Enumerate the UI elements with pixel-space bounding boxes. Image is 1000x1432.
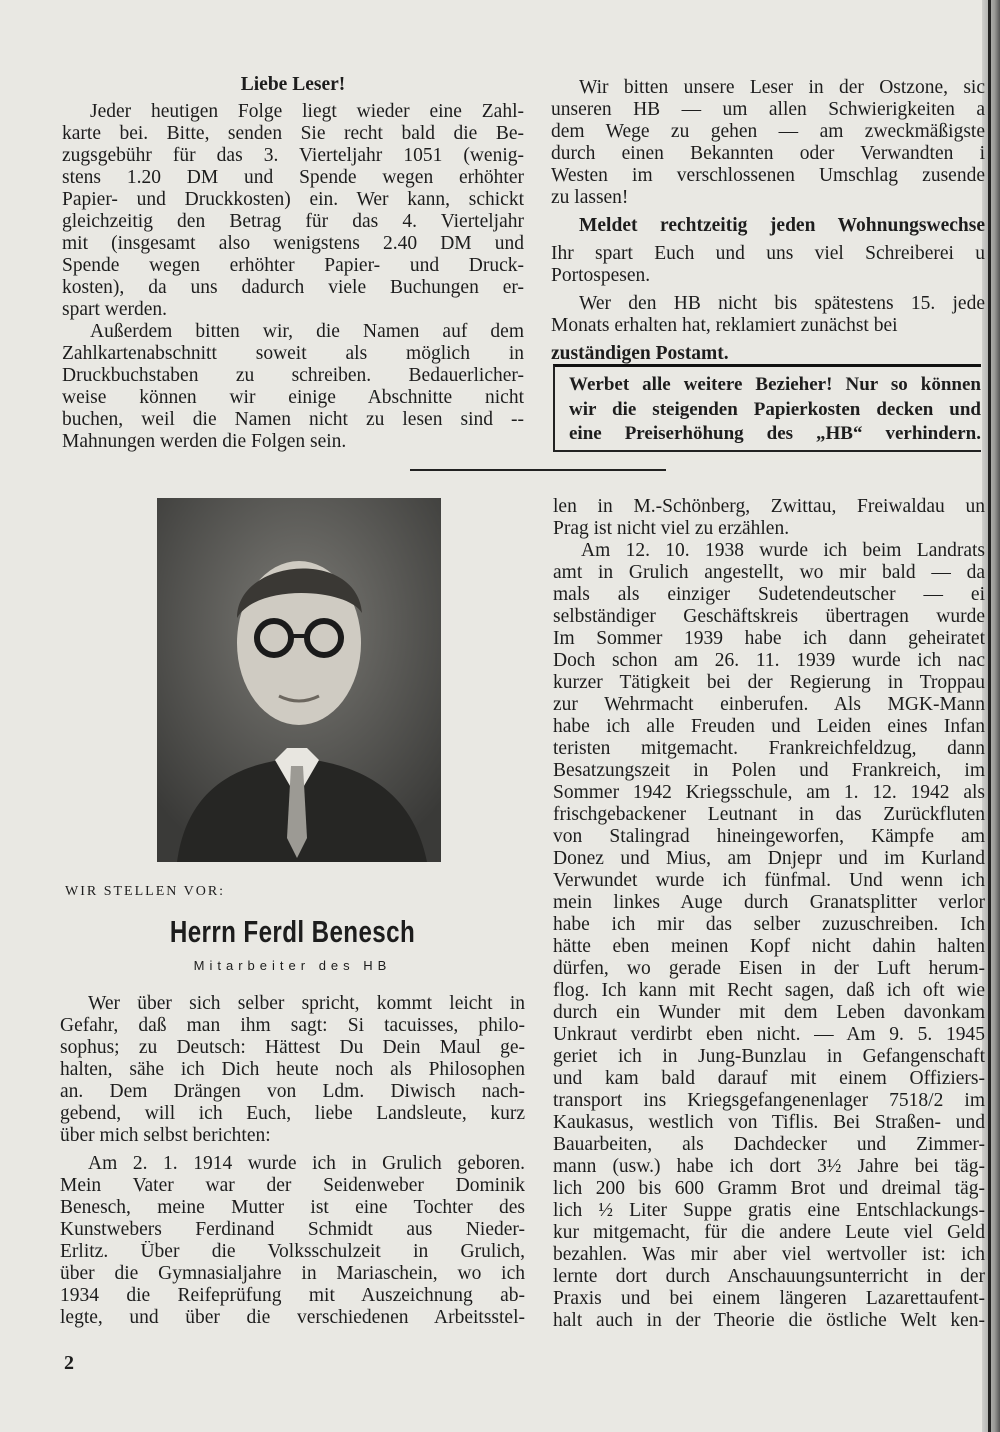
text-line: flog. Ich kann mit Recht sagen, daß ich oft wie (553, 980, 985, 1001)
text-line: mit (insgesamt also wenigstens 2.40 DM und (62, 233, 524, 254)
text-line: Erlitz. Über die Volksschulzeit in Grulich, (60, 1241, 525, 1262)
text-line: mals als einziger Sudetendeutscher — ei (553, 584, 985, 605)
paragraph (551, 215, 985, 237)
text-line: halten, sähe ich Dich heute noch als Philosophen (60, 1059, 525, 1080)
text-line: Westen im verschlossenen Umschlag zusende (551, 165, 985, 186)
text-line: dürfen, wo gerade Eisen in der Luft herum- (553, 958, 985, 979)
text-line: amt in Grulich angestellt, wo mir bald — da (553, 562, 985, 583)
section-kicker: WIR STELLEN VOR: (65, 884, 226, 899)
paragraph (553, 496, 985, 540)
appeal-box (553, 364, 981, 452)
text-line: von Stalingrad hineingeworfen, Kämpfe am (553, 826, 985, 847)
text-line: weise können wir einige Abschnitte nicht (62, 387, 524, 408)
text-line: Ihr spart Euch und uns viel Schreiberei u (551, 243, 985, 264)
portrait-photo (157, 498, 441, 862)
paragraph (62, 101, 524, 321)
text-line: zugsgebühr für das 3. Vierteljahr 1051 (wenig- (62, 145, 524, 166)
paragraph (553, 540, 985, 1332)
profile-name-heading: Herrn Ferdl Benesch (169, 914, 416, 949)
text-line: Besatzungszeit in Polen und Frankreich, im (553, 760, 985, 781)
text-line: legte, und über die verschiedenen Arbeitsstel- (60, 1307, 525, 1328)
text-line: Spende wegen erhöhter Papier- und Druck- (62, 255, 524, 276)
text-line: hätte eben meinen Kopf nicht dahin halten (553, 936, 985, 957)
text-line: Außerdem bitten wir, die Namen auf dem (90, 321, 524, 342)
section-divider (410, 469, 666, 471)
text-line: über mich selbst berichten: (60, 1125, 271, 1146)
text-line: Verwundet wurde ich fünfmal. Und wenn ich (553, 870, 985, 891)
text-line: Druckbuchstaben zu schreiben. Bedauerlicher- (62, 365, 524, 386)
text-line: und kam bald darauf mit einem Offiziers- (553, 1068, 985, 1089)
text-line: Am 2. 1. 1914 wurde ich in Grulich geboren. (88, 1153, 525, 1174)
text-line: Kaukasus, westlich von Tiflis. Bei Straßen- und (553, 1112, 985, 1133)
paragraph (62, 321, 524, 453)
paragraph (551, 293, 985, 337)
text-line: lernte dort durch Anschauungsunterricht in der (553, 1266, 985, 1287)
text-line: mann (usw.) habe ich dort 3½ Jahre bei täg- (553, 1156, 985, 1177)
text-line: stens 1.20 DM und Spende wegen erhöhter (62, 167, 524, 188)
text-line: über die Gymnasialjahre in Mariaschein, wo ich (60, 1263, 525, 1284)
paragraph (60, 1153, 525, 1329)
text-line: Unkraut verdirbt eben nicht. — Am 9. 5. 1945 (553, 1024, 985, 1045)
east-zone-text (551, 77, 985, 365)
text-line: zur Wehrmacht einberufen. Als MGK-Mann (553, 694, 985, 715)
text-line: gebend, will ich Euch, liebe Landsleute, kurz (60, 1103, 525, 1124)
text-line: frischgebackener Leutnant in das Zurückfluten (553, 804, 985, 825)
text-line: kurzer Tätigkeit bei der Regierung in Troppau (553, 672, 985, 693)
text-line: zu lassen! (551, 187, 629, 208)
profile-text-left (60, 993, 525, 1329)
text-line: Benesch, meine Mutter ist eine Tochter des (60, 1197, 525, 1218)
text-line: bezahlen. Was mir aber viel wertvoller ist: ich (553, 1244, 985, 1265)
text-line: teristen mitgemacht. Frankreichfeldzug, dann (553, 738, 985, 759)
text-line: an. Dem Drängen von Ldm. Diwisch nach- (60, 1081, 525, 1102)
text-line: len in M.-Schönberg, Zwittau, Freiwaldau un (553, 496, 985, 517)
text-line: Kunstwebers Ferdinand Schmidt aus Nieder- (60, 1219, 525, 1240)
text-line: karte bei. Bitte, senden Sie recht bald die Be- (62, 123, 524, 144)
text-line: Portospesen. (551, 265, 651, 286)
paragraph (60, 993, 525, 1147)
text-line: durch ein Wunder mit dem Leben davonkam (553, 1002, 985, 1023)
text-line: habe ich mir das selber zuzuschreiben. Ich (553, 914, 985, 935)
notice-text (62, 101, 524, 453)
text-line: zuständigen Postamt. (551, 343, 729, 364)
paragraph (551, 77, 985, 209)
text-line: buchen, weil die Namen nicht zu lesen sind -- (62, 409, 524, 430)
text-line: Bauarbeiten, als Dachdecker und Zimmer- (553, 1134, 985, 1155)
text-line: Jeder heutigen Folge liegt wieder eine Zahl- (90, 101, 524, 122)
text-line: kosten), da uns dadurch viele Buchungen er- (62, 277, 524, 298)
text-line: Monats erhalten hat, reklamiert zunächst bei (551, 315, 898, 336)
profile-text-right (553, 496, 985, 1332)
text-line: lich ½ Liter Suppe gratis eine Entschlackungs- (553, 1200, 985, 1221)
text-line: Gefahr, daß man ihm sagt: Si tacuisses, philo- (60, 1015, 525, 1036)
text-line: gleichzeitig den Betrag für das 4. Vierteljahr (62, 211, 524, 232)
text-line: mein linkes Auge durch Granatsplitter verlor (553, 892, 985, 913)
text-line: dem Wege zu gehen — am zweckmäßigste (551, 121, 985, 142)
text-line: spart werden. (62, 299, 168, 320)
page-number: 2 (64, 1352, 74, 1374)
text-line: Prag ist nicht viel zu erzählen. (553, 518, 790, 539)
text-line: Praxis und bei einem längeren Lazarettaufent- (553, 1288, 985, 1309)
text-line: Doch schon am 26. 11. 1939 wurde ich nac (553, 650, 985, 671)
text-line: Donez und Mius, am Dnjepr und im Kurland (553, 848, 985, 869)
text-line: durch einen Bekannten oder Verwandten i (551, 143, 985, 164)
text-line: Meldet rechtzeitig jeden Wohnungswechse (579, 215, 985, 236)
appeal-line: Werbet alle weitere Bezieher! Nur so können (569, 374, 981, 395)
text-line: Zahlkartenabschnitt soweit als möglich in (62, 343, 524, 364)
text-line: Wer über sich selber spricht, kommt leicht in (88, 993, 525, 1014)
text-line: Mahnungen werden die Folgen sein. (62, 431, 347, 452)
text-line: sophus; zu Deutsch: Hättest Du Dein Maul ge- (60, 1037, 525, 1058)
text-line: Im Sommer 1939 habe ich dann geheiratet (553, 628, 985, 649)
text-line: Mein Vater war der Seidenweber Dominik (60, 1175, 525, 1196)
text-line: Wer den HB nicht bis spätestens 15. jede (579, 293, 985, 314)
appeal-line: wir die steigenden Papierkosten decken und (569, 398, 981, 420)
text-line: Wir bitten unsere Leser in der Ostzone, sic (579, 77, 985, 98)
text-line: unseren HB — um allen Schwierigkeiten a (551, 99, 985, 120)
text-line: geriet ich in Jung-Bunzlau in Gefangenschaft (553, 1046, 985, 1067)
profile-subtitle: Mitarbeiter des HB (193, 958, 392, 973)
appeal-line: eine Preiserhöhung des „HB“ verhindern. (569, 423, 981, 444)
text-line: halt auch in der Theorie die östliche Welt ken- (553, 1310, 985, 1331)
page-gutter-line (988, 0, 991, 1432)
text-line: 1934 die Reifeprüfung mit Auszeichnung ab- (60, 1285, 525, 1306)
text-line: Papier- und Druckkosten) ein. Wer kann, schickt (62, 189, 524, 210)
text-line: Sommer 1942 Kriegsschule, am 1. 12. 1942 als (553, 782, 985, 803)
text-line: selbständiger Geschäftskreis übertragen wurde (553, 606, 985, 627)
text-line: transport ins Kriegsgefangenenlager 7518/2 im (553, 1090, 985, 1111)
text-line: habe ich alle Freuden und Leiden eines Infan (553, 716, 985, 737)
paragraph (551, 243, 985, 287)
text-line: kur mitgemacht, für die andere Leute viel Geld (553, 1222, 985, 1243)
text-line: lich 200 bis 600 Gramm Brot und dreimal täg- (553, 1178, 985, 1199)
notice-title: Liebe Leser! (240, 74, 346, 95)
text-line: Am 12. 10. 1938 wurde ich beim Landrats (581, 540, 985, 561)
paragraph (551, 343, 985, 365)
